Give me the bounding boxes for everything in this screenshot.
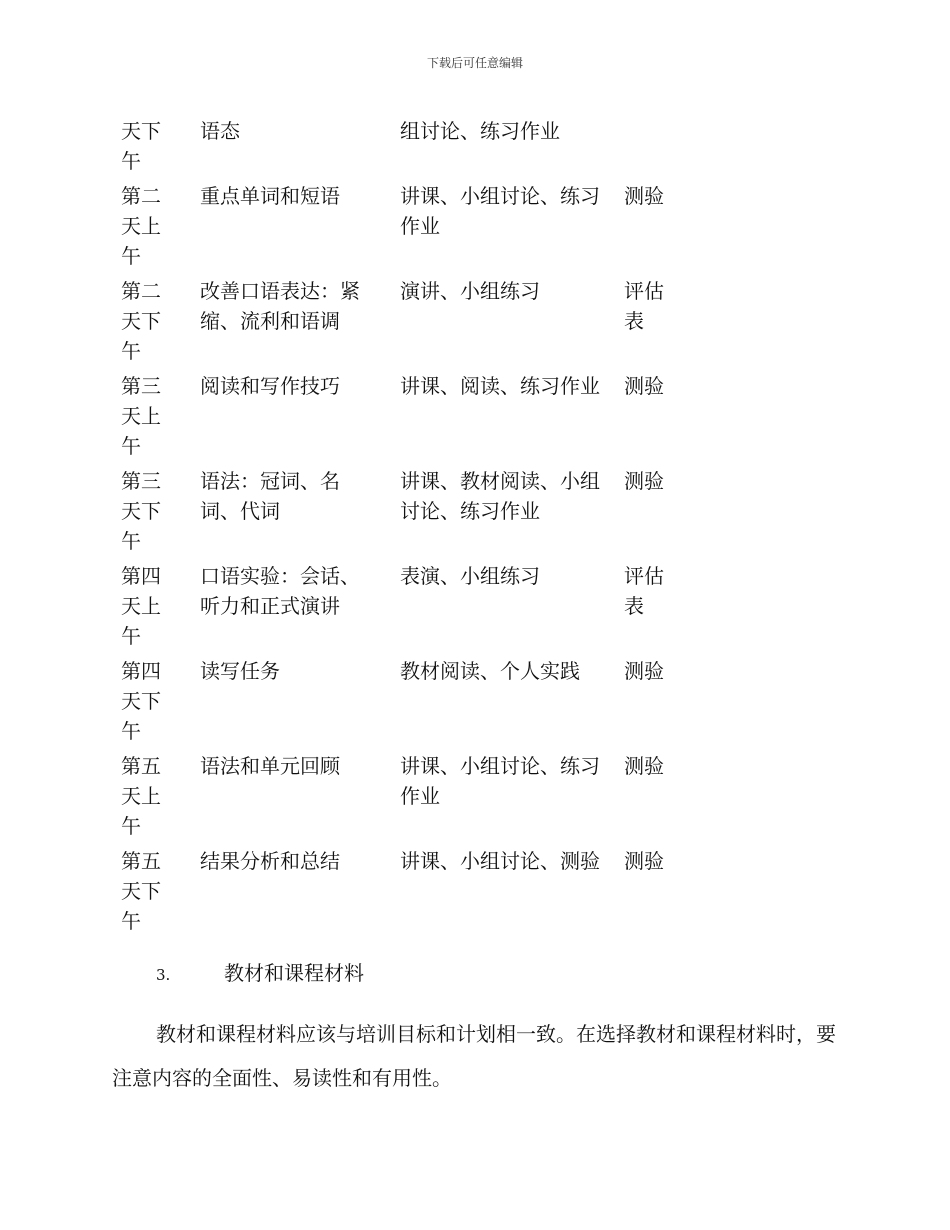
schedule-method-cell-text: 表演、小组练习 [400, 564, 540, 588]
schedule-assessment-cell [624, 846, 684, 941]
schedule-method-cell [400, 846, 624, 941]
schedule-method-cell-text: 讲课、小组讨论、测验 [400, 849, 600, 873]
section-title: 教材和课程材料 [224, 961, 364, 985]
schedule-topic-cell-text: 语法：冠词、名词、代词 [200, 469, 340, 523]
schedule-time-cell-text: 第四天上午 [121, 564, 161, 648]
schedule-method-cell-text: 讲课、小组讨论、练习作业 [400, 754, 600, 808]
schedule-topic-cell-text: 改善口语表达：紧缩、流利和语调 [200, 279, 360, 333]
schedule-topic-cell [200, 116, 400, 181]
schedule-topic-cell-text: 读写任务 [200, 659, 280, 683]
schedule-topic-cell-text: 结果分析和总结 [200, 849, 340, 873]
schedule-assessment-cell-text: 评估表 [624, 564, 664, 618]
schedule-time-cell-text: 第三天上午 [121, 374, 161, 458]
section-paragraph: 教材和课程材料应该与培训目标和计划相一致。在选择教材和课程材料时，要注意内容的全面性、易读性和有用性。 [112, 1022, 836, 1090]
schedule-time-cell [114, 116, 200, 181]
schedule-topic-cell-text: 语态 [200, 119, 240, 143]
schedule-time-cell-text: 第五天下午 [121, 849, 161, 933]
schedule-topic-cell [200, 181, 400, 276]
schedule-method-cell-text: 讲课、小组讨论、练习作业 [400, 184, 600, 238]
section-heading [156, 958, 364, 990]
table-row [114, 466, 684, 561]
schedule-assessment-cell-text: 测验 [624, 184, 664, 208]
table-row [114, 116, 684, 181]
schedule-topic-cell-text: 阅读和写作技巧 [200, 374, 340, 398]
schedule-time-cell-text: 第二天下午 [121, 279, 161, 363]
schedule-assessment-cell-text: 评估表 [624, 279, 664, 333]
schedule-topic-cell-text: 语法和单元回顾 [200, 754, 340, 778]
schedule-assessment-cell [624, 116, 684, 181]
schedule-method-cell [400, 371, 624, 466]
table-row [114, 371, 684, 466]
schedule-assessment-cell [624, 751, 684, 846]
table-row [114, 181, 684, 276]
schedule-assessment-cell-text: 测验 [624, 849, 664, 873]
schedule-assessment-cell [624, 561, 684, 656]
section-number: 3. [156, 966, 171, 984]
table-row [114, 561, 684, 656]
schedule-topic-cell-text: 重点单词和短语 [200, 184, 340, 208]
schedule-time-cell [114, 656, 200, 751]
schedule-method-cell-text: 组讨论、练习作业 [400, 119, 560, 143]
schedule-table-body [114, 116, 684, 941]
table-row [114, 751, 684, 846]
schedule-method-cell [400, 466, 624, 561]
schedule-time-cell-text: 天下午 [121, 119, 161, 173]
schedule-topic-cell-text: 口语实验：会话、听力和正式演讲 [200, 564, 360, 618]
schedule-assessment-cell-text: 测验 [624, 659, 664, 683]
schedule-time-cell-text: 第四天下午 [121, 659, 161, 743]
schedule-method-cell [400, 276, 624, 371]
schedule-topic-cell [200, 751, 400, 846]
schedule-method-cell-text: 讲课、阅读、练习作业 [400, 374, 600, 398]
schedule-topic-cell [200, 371, 400, 466]
schedule-time-cell [114, 371, 200, 466]
table-row [114, 656, 684, 751]
schedule-time-cell-text: 第五天上午 [121, 754, 161, 838]
schedule-topic-cell [200, 846, 400, 941]
schedule-time-cell [114, 181, 200, 276]
schedule-method-cell [400, 181, 624, 276]
schedule-method-cell-text: 讲课、教材阅读、小组讨论、练习作业 [400, 469, 600, 523]
schedule-topic-cell [200, 276, 400, 371]
schedule-assessment-cell-text: 测验 [624, 374, 664, 398]
schedule-time-cell [114, 561, 200, 656]
schedule-time-cell [114, 276, 200, 371]
schedule-table [114, 116, 684, 941]
schedule-topic-cell [200, 561, 400, 656]
schedule-method-cell-text: 演讲、小组练习 [400, 279, 540, 303]
schedule-assessment-cell-text: 测验 [624, 469, 664, 493]
schedule-time-cell [114, 466, 200, 561]
schedule-assessment-cell [624, 276, 684, 371]
schedule-method-cell [400, 656, 624, 751]
page-header: 下载后可任意编辑 [426, 56, 523, 70]
table-row [114, 276, 684, 371]
schedule-time-cell-text: 第二天上午 [121, 184, 161, 268]
schedule-method-cell [400, 751, 624, 846]
schedule-time-cell [114, 751, 200, 846]
schedule-method-cell-text: 教材阅读、个人实践 [400, 659, 580, 683]
schedule-assessment-cell-text: 测验 [624, 754, 664, 778]
schedule-time-cell [114, 846, 200, 941]
schedule-topic-cell [200, 466, 400, 561]
schedule-topic-cell [200, 656, 400, 751]
schedule-method-cell [400, 561, 624, 656]
schedule-assessment-cell [624, 466, 684, 561]
schedule-time-cell-text: 第三天下午 [121, 469, 161, 553]
schedule-assessment-cell [624, 371, 684, 466]
schedule-assessment-cell [624, 181, 684, 276]
schedule-assessment-cell [624, 656, 684, 751]
table-row [114, 846, 684, 941]
schedule-method-cell [400, 116, 624, 181]
